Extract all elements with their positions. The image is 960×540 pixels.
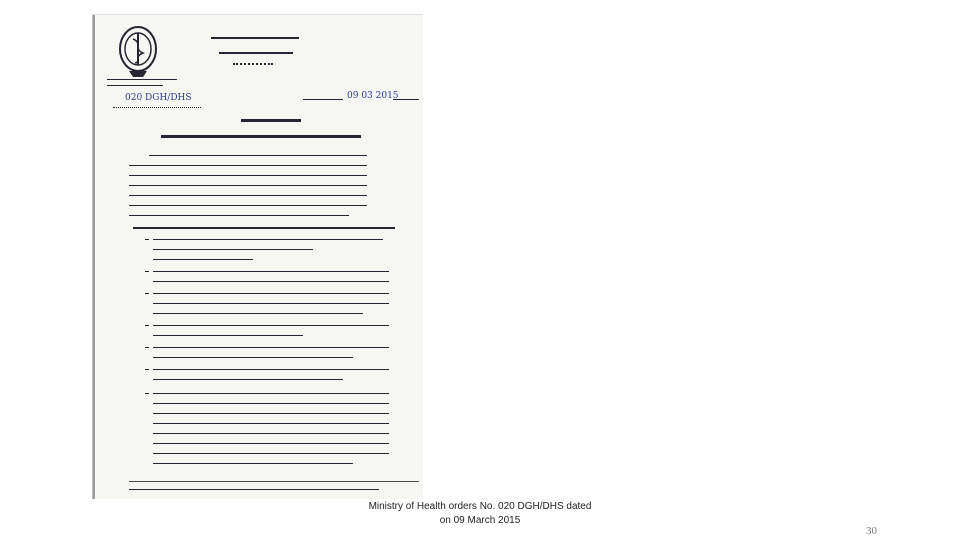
page-number: 30 (866, 525, 877, 537)
handwritten-reference: 020 DGH/DHS (125, 93, 192, 103)
scanned-document (92, 14, 423, 499)
ministry-seal-icon (115, 23, 161, 81)
caption-line-1: Ministry of Health orders No. 020 DGH/DHS dated (368, 501, 592, 512)
handwritten-date: 09 03 2015 (347, 91, 399, 101)
caption-line-2: on 09 March 2015 (439, 515, 521, 526)
slide-caption (330, 500, 630, 528)
